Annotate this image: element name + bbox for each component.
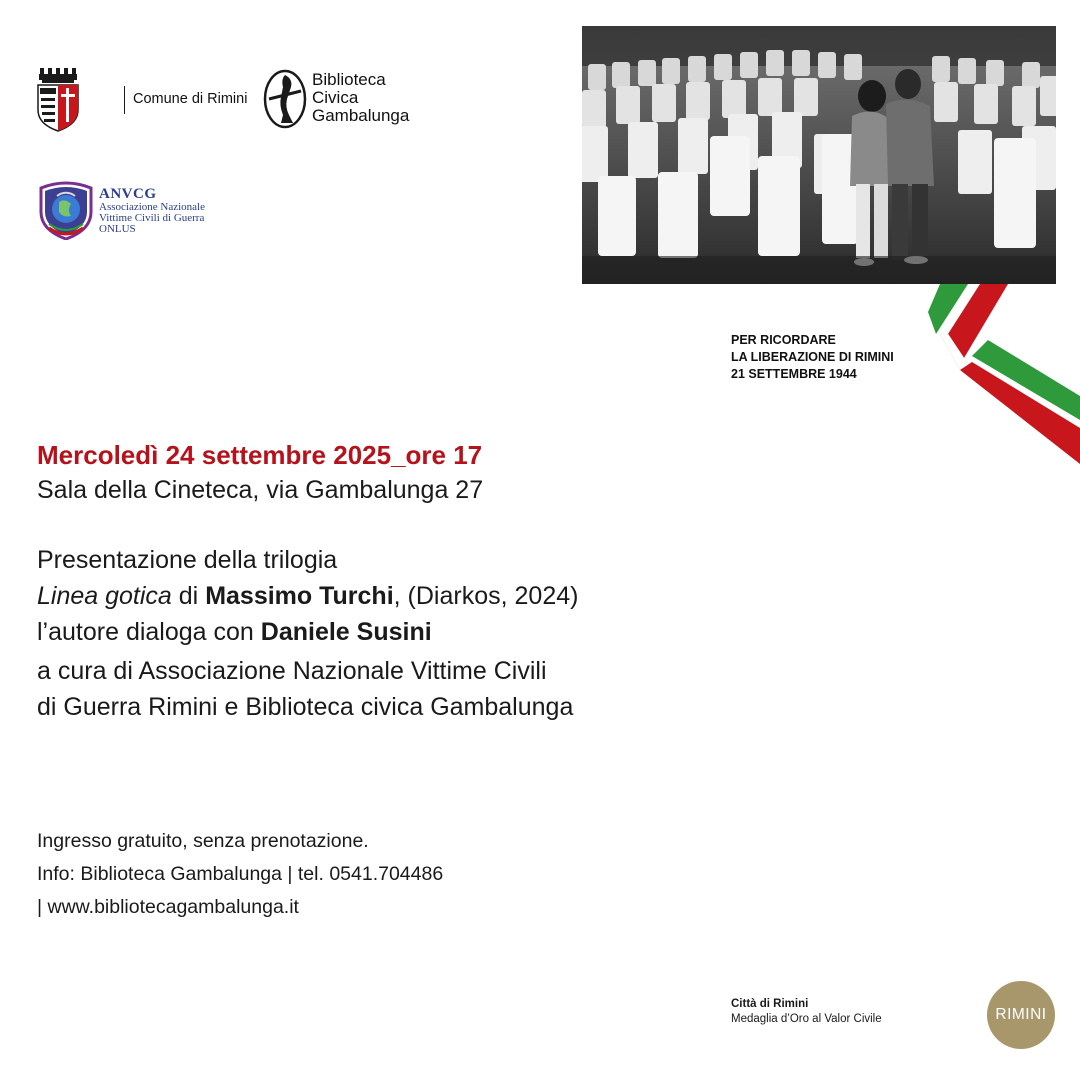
biblioteca-line-1: Biblioteca [312,70,386,89]
di-text: di [171,582,206,610]
book-title: Linea gotica [37,582,172,610]
event-date: Mercoledì 24 settembre 2025_ore 17 [37,440,483,470]
rimini-crest-icon [36,66,80,132]
cemetery-photo [582,26,1056,284]
logo-separator [124,86,125,114]
remember-line-1: PER RICORDARE [731,333,836,347]
practical-info [37,825,443,924]
description-line-2 [37,578,578,614]
curated-line-1: a cura di Associazione Nazionale Vittime Civili [37,657,547,685]
anvcg-line-1: Associazione Nazionale [99,201,205,213]
remember-line-3: 21 SETTEMBRE 1944 [731,367,857,381]
description-line-1: Presentazione della trilogia [37,546,338,574]
rimini-badge: RIMINI [987,981,1055,1049]
remember-line-2: LA LIBERAZIONE DI RIMINI [731,350,894,364]
event-place: Sala della Cineteca, via Gambalunga 27 [37,476,484,504]
biblioteca-line-2: Civica [312,88,359,107]
remembrance-note [731,332,894,383]
anvcg-line-2: Vittime Civili di Guerra [99,212,205,224]
dialog-prefix: l’autore dialoga con [37,618,261,646]
info-line-contact: Info: Biblioteca Gambalunga | tel. 0541.704486 [37,863,444,885]
anvcg-acronym: ANVCG [99,186,157,202]
description-line-3 [37,614,578,650]
gambalunga-mark-icon [263,69,307,129]
author-name: Massimo Turchi [205,582,394,610]
anvcg-line-3: ONLUS [99,223,136,235]
publisher-text: , (Diarkos, 2024) [393,582,579,610]
city-line-2: Medaglia d’Oro al Valor Civile [731,1013,882,1025]
curated-line-2: di Guerra Rimini e Biblioteca civica Gambalunga [37,693,574,721]
anvcg-full-name [99,202,205,235]
anvcg-logo [37,180,237,242]
biblioteca-line-3: Gambalunga [312,106,410,125]
anvcg-shield-icon [37,180,95,240]
city-medal-note [731,997,882,1027]
event-description [37,542,578,725]
tricolor-ribbon [920,284,1080,474]
biblioteca-name [312,71,409,125]
city-line-1: Città di Rimini [731,998,809,1010]
info-line-website[interactable]: | www.bibliotecagambalunga.it [37,896,299,918]
info-line-entry: Ingresso gratuito, senza prenotazione. [37,830,369,852]
interlocutor-name: Daniele Susini [260,618,432,646]
comune-di-rimini-logo [36,66,248,134]
comune-name: Comune di Rimini [133,91,248,107]
biblioteca-gambalunga-logo [263,69,423,131]
